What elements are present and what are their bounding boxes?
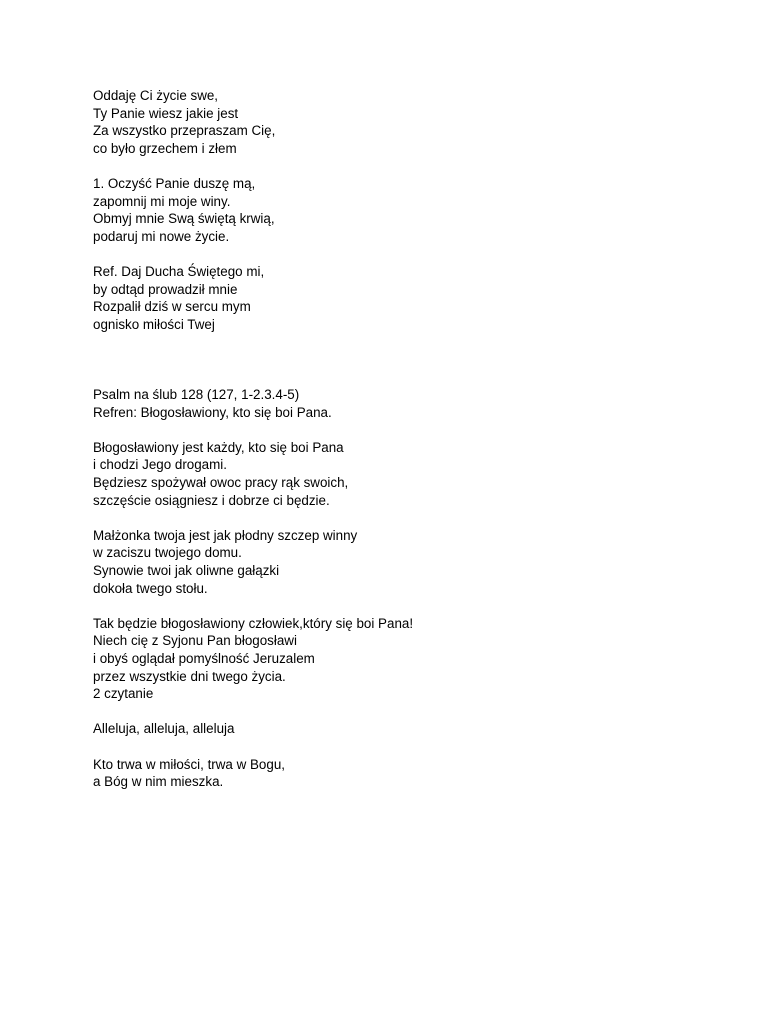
- section-label: 2 czytanie: [93, 686, 154, 702]
- text-line: i chodzi Jego drogami.: [93, 457, 227, 473]
- text-line: by odtąd prowadził mnie: [93, 281, 238, 297]
- blank-line: [93, 703, 693, 721]
- text-line: 1. Oczyść Panie duszę mą,: [93, 175, 256, 191]
- psalm-refrain: Refren: Błogosławiony, kto się boi Pana.: [93, 404, 332, 420]
- text-line: a Bóg w nim mieszka.: [93, 774, 224, 790]
- text-line: ognisko miłości Twej: [93, 316, 215, 332]
- text-line: Ty Panie wiesz jakie jest: [93, 105, 239, 121]
- text-line: i obyś oglądał pomyślność Jeruzalem: [93, 651, 315, 667]
- text-line: Obmyj mnie Swą świętą krwią,: [93, 211, 275, 227]
- document-text: [93, 87, 693, 791]
- blank-line: [93, 738, 693, 756]
- blank-line: [93, 245, 693, 263]
- text-line: szczęście osiągniesz i dobrze ci będzie.: [93, 492, 330, 508]
- text-line: przez wszystkie dni twego życia.: [93, 668, 286, 684]
- song-intro: [93, 87, 693, 157]
- text-line: zapomnij mi moje winy.: [93, 193, 231, 209]
- text-line: Będziesz spożywał owoc pracy rąk swoich,: [93, 475, 349, 491]
- text-line: w zaciszu twojego domu.: [93, 545, 242, 561]
- alleluia-line: [93, 720, 693, 738]
- song-refrain: [93, 263, 693, 333]
- psalm-header: [93, 386, 693, 421]
- text-line: co było grzechem i złem: [93, 140, 237, 156]
- text-line: Niech cię z Syjonu Pan błogosławi: [93, 633, 297, 649]
- text-line: Małżonka twoja jest jak płodny szczep winny: [93, 527, 358, 543]
- blank-lines: [93, 333, 693, 386]
- blank-line: [93, 421, 693, 439]
- psalm-stanza-1: [93, 439, 693, 509]
- alleluia-verse: [93, 756, 693, 791]
- blank-line: [93, 597, 693, 615]
- text-line: Tak będzie błogosławiony człowiek,który się boi Pana!: [93, 615, 414, 631]
- blank-line: [93, 157, 693, 175]
- text-line: Błogosławiony jest każdy, kto się boi Pana: [93, 439, 344, 455]
- text-line: dokoła twego stołu.: [93, 580, 208, 596]
- text-line: Rozpalił dziś w sercu mym: [93, 299, 251, 315]
- psalm-stanza-3: [93, 615, 693, 703]
- text-line: Alleluja, alleluja, alleluja: [93, 721, 235, 737]
- text-line: Oddaję Ci życie swe,: [93, 88, 219, 103]
- blank-line: [93, 509, 693, 527]
- psalm-title: Psalm na ślub 128 (127, 1-2.3.4-5): [93, 387, 300, 403]
- text-line: Ref. Daj Ducha Świętego mi,: [93, 263, 265, 279]
- song-verse-1: [93, 175, 693, 245]
- text-line: podaruj mi nowe życie.: [93, 228, 230, 244]
- text-line: Za wszystko przepraszam Cię,: [93, 123, 276, 139]
- text-line: Synowie twoi jak oliwne gałązki: [93, 563, 280, 579]
- text-line: Kto trwa w miłości, trwa w Bogu,: [93, 756, 285, 772]
- psalm-stanza-2: [93, 527, 693, 597]
